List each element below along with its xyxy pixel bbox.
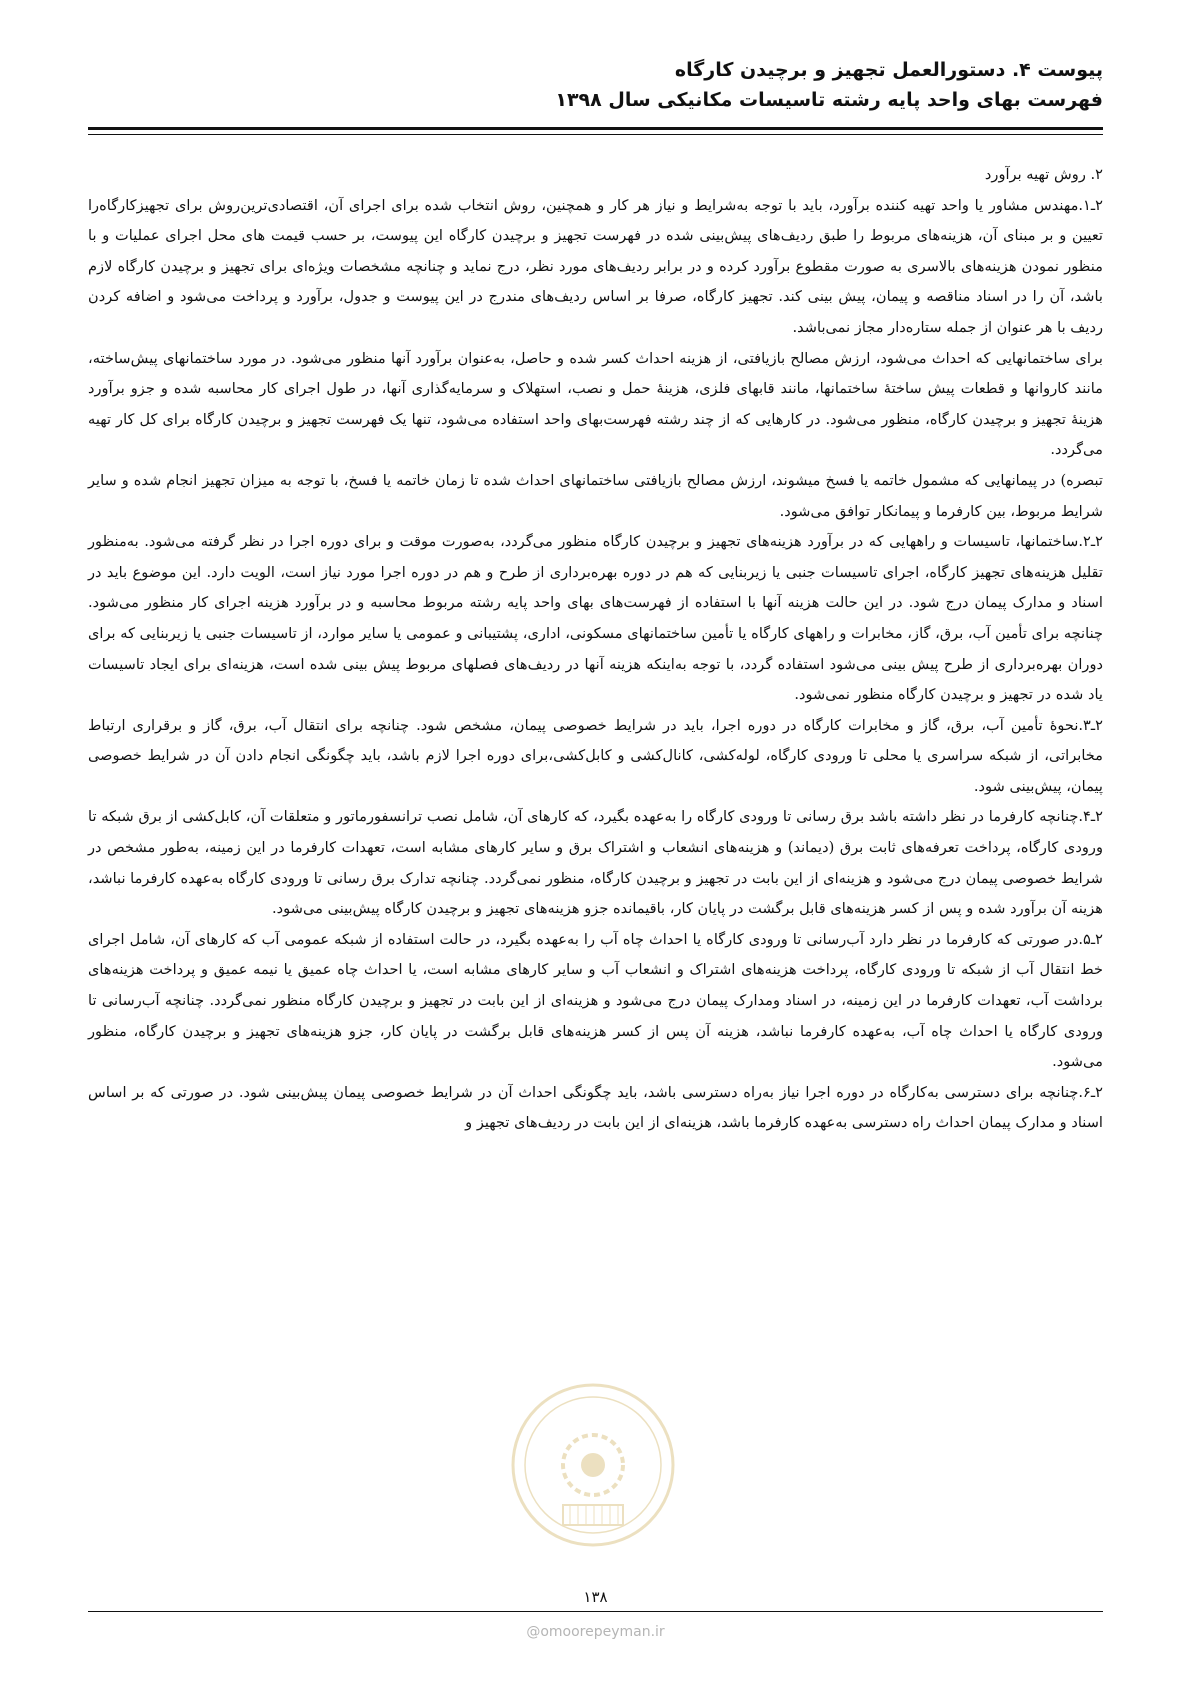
header-rule-thick <box>88 127 1103 130</box>
paragraph-recycled-materials: برای ساختمانهایی که احداث می‌شود، ارزش مصالح بازیافتی، از هزینه احداث کسر شده و حاصل، به‌عنوان برآورد آنها منظور می‌شود. در مورد ساختمانهای پیش‌ساخته، مانند کاروانها و قطعات پیش ساختهٔ ساختمانها، مانند قابهای فلزی، هزینهٔ حمل و نصب، استهلاک و سرمایه‌گذاری آنها، در طول اجرای کار محاسبه شده و جزو برآورد هزینهٔ تجهیز و برچیدن کارگاه، منظور می‌شود. در کارهایی که از چند رشته فهرست‌بهای واحد استفاده می‌شود، تنها یک فهرست تجهیز و برچیدن کارگاه برای کل کار تهیه می‌گردد. <box>88 349 1103 459</box>
header-subtitle: فهرست بهای واحد پایه رشته تاسیسات مکانیکی سال ۱۳۹۸ <box>555 89 1103 111</box>
document-body <box>88 160 1103 1139</box>
header-title: پیوست ۴. دستورالعمل تجهیز و برچیدن کارگاه <box>674 59 1103 81</box>
page-number: ۱۳۸ <box>583 1588 608 1606</box>
paragraph-2-5: ۲ـ۵.در صورتی که کارفرما در نظر دارد آب‌رسانی تا ورودی کارگاه یا احداث چاه آب را به‌عهده بگیرد، در حالت استفاده از شبکه عمومی آب که کارهای آن، شامل اجرای خط انتقال آب از شبکه تا ورودی کارگاه، پرداخت هزینه‌های اشتراک و انشعاب آب و سایر کارهای مشابه است، یا احداث چاه عمیق یا نیمه عمیق و پرداخت هزینه‌های برداشت آب، تعهدات کارفرما در این زمینه، در اسناد ومدارک پیمان درج می‌شود و هزینه‌ای از این بابت در تجهیز و برچیدن کارگاه منظور نمی‌گردد. چنانچه آب‌رسانی تا ورودی کارگاه یا احداث چاه آب، به‌عهده کارفرما نباشد، هزینه آن پس از کسر هزینه‌های قابل برگشت در پایان کار، جزو هزینه‌های تجهیز و برچیدن کارگاه، منظور می‌شود. <box>88 930 1103 1071</box>
paragraph-2-3: ۲ـ۳.نحوهٔ تأمین آب، برق، گاز و مخابرات کارگاه در دوره اجرا، باید در شرایط خصوصی پیمان، مشخص شود. چنانچه برای انتقال آب، برق، گاز و برقراری ارتباط مخابراتی، از شبکه سراسری یا محلی تا ورودی کارگاه، لوله‌کشی، کانال‌کشی و کابل‌کشی،برای دوره اجرا لازم باشد، باید چگونگی انجام دادن آن در شرایط خصوصی پیمان، پیش‌بینی شود. <box>88 716 1103 795</box>
paragraph-2-6: ۲ـ۶.چنانچه برای دسترسی به‌کارگاه در دوره اجرا نیاز به‌راه دسترسی باشد، باید چگونگی احداث آن در شرایط خصوصی پیمان پیش‌بینی شود. در صورتی که بر اساس اسناد و مدارک پیمان احداث راه دسترسی به‌عهده کارفرما باشد، هزینه‌ای از این بابت در ردیف‌های تجهیز و <box>88 1083 1103 1132</box>
watermark-text: @omoorepeyman.ir <box>526 1624 665 1640</box>
paragraph-2-2: ۲ـ۲.ساختمانها، تاسیسات و راههایی که در برآورد هزینه‌های تجهیز و برچیدن کارگاه منظور می‌گردد، به‌صورت موقت و برای دوره اجرا در نظر گرفته می‌شود. به‌منظور تقلیل هزینه‌های تجهیز کارگاه، اجرای تاسیسات جنبی یا زیربنایی که هم در دوره بهره‌برداری از طرح و هم در دوره اجرا مورد نیاز است، الویت دارد. این موضوع باید در اسناد و مدارک پیمان درج شود. در این حالت هزینه آنها با استفاده از فهرست‌های بهای واحد پایه رشته مربوط محاسبه و در برآورد هزینه اجرای کار منظور می‌شود. چنانچه برای تأمین آب، برق، گاز، مخابرات و راههای کارگاه یا تأمین ساختمانهای مسکونی، اداری، پشتیبانی و عمومی یا سایر موارد، از تاسیسات جنبی یا زیربنایی که برای دوران بهره‌برداری از طرح پیش بینی می‌شود استفاده گردد، با توجه به‌اینکه هزینه آنها در ردیف‌های فصلهای مربوط پیش بینی شده است، هزینه‌ای برای ایجاد تاسیسات یاد شده در تجهیز و برچیدن کارگاه منظور نمی‌شود. <box>88 533 1103 704</box>
header-rule-thin <box>88 134 1103 135</box>
paragraph-2-4: ۲ـ۴.چنانچه کارفرما در نظر داشته باشد برق رسانی تا ورودی کارگاه را به‌عهده بگیرد، که کارهای آن، شامل نصب ترانسفورماتور و متعلقات آن، کابل‌کشی از برق شبکه تا ورودی کارگاه، پرداخت تعرفه‌های ثابت برق (دیماند) و هزینه‌های انشعاب و اشتراک برق و سایر کارهای مشابه است، تعهدات کارفرما در این زمینه، به‌طور مشخص در شرایط خصوصی پیمان درج می‌شود و هزینه‌ای از این بابت در تجهیز و برچیدن کارگاه، منظور نمی‌گردد. چنانچه تدارک برق رسانی تا ورودی کارگاه به‌عهده کارفرما نباشد، هزینه آن برآورد شده و پس از کسر هزینه‌های قابل برگشت در پایان کار، باقیمانده جزو هزینه‌های تجهیز و برچیدن کارگاه پیش‌بینی می‌شود. <box>88 808 1103 918</box>
paragraph-note: تبصره) در پیمانهایی که مشمول خاتمه یا فسخ میشوند، ارزش مصالح بازیافتی ساختمانهای احداث شده تا زمان خاتمه یا فسخ، با توجه به میزان تجهیز انجام شده و سایر شرایط مربوط، بین کارفرما و پیمانکار توافق می‌شود. <box>88 471 1103 520</box>
paragraph-2-1: ۲ـ۱.مهندس مشاور یا واحد تهیه کننده برآورد، باید با توجه به‌شرایط و نیاز هر کار و همچنین، روش انتخاب شده برای اجرای آن، اقتصادی‌ترین‌روش برای تجهیزکارگاه‌را تعیین و بر مبنای آن، هزینه‌های مربوط را طبق ردیف‌های پیش‌بینی شده در فهرست تجهیز و برچیدن کارگاه این پیوست، بر حسب قیمت های محل اجرای عملیات و با منظور نمودن هزینه‌های بالاسری به صورت مقطوع برآورد کرده و در برابر ردیف‌های مورد نظر، درج نماید و چنانچه مشخصات ویژه‌ای برای تجهیز و برچیدن کارگاه لازم باشد، آن را در اسناد مناقصه و پیمان، پیش بینی کند. تجهیز کارگاه، صرفا بر اساس ردیف‌های مندرج در این پیوست و جدول، برآورد و پرداخت می‌شود و اضافه کردن ردیف با هر عنوان از جمله ستاره‌دار مجاز نمی‌باشد. <box>88 196 1103 336</box>
footer-rule <box>88 1611 1103 1612</box>
watermark-seal-logo <box>508 1380 678 1550</box>
page-header <box>88 55 1103 115</box>
section-heading: ۲. روش تهیه برآورد <box>984 166 1103 183</box>
